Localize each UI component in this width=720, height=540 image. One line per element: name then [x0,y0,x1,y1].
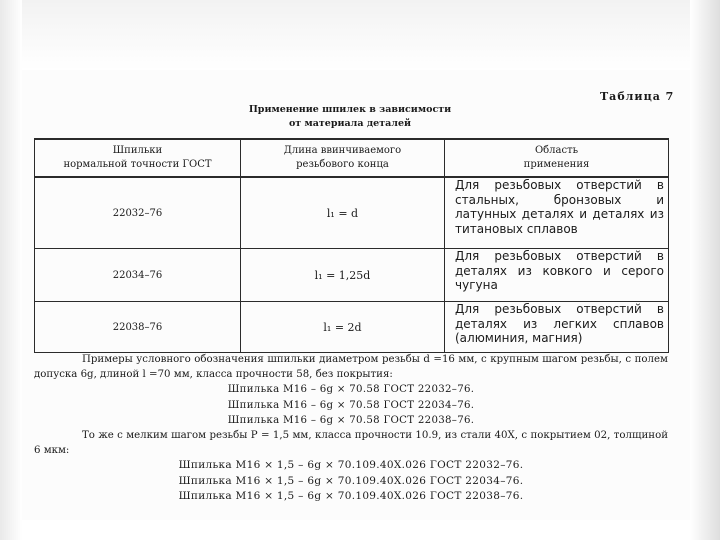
header-line: нормальной точности ГОСТ [63,159,212,170]
example-coarse: Шпилька М16 – 6g × 70.58 ГОСТ 22034–76. [227,399,475,411]
examples-fine-intro: То же с мелким шагом резьбы Р = 1,5 мм, класса прочности 10.9, из стали 40Х, с покрытием 02, толщиной 6 мкм: [34,430,668,457]
caption-line: Применение шпилек в зависимости [248,104,452,115]
header-line: Длина ввинчиваемого [283,145,402,156]
cell-area: Для резьбовых отверстий в стальных, бронзовых и латунных деталях и деталях из титановых сплавов [445,177,669,249]
table-caption [220,103,480,131]
example-fine: Шпилька М16 × 1,5 – 6g × 70.109.40Х.026 ГОСТ 22038–76. [178,489,524,502]
frame-shadow-right [690,0,720,540]
designation-examples [34,352,668,504]
header-length [241,139,445,177]
caption-line: от материала деталей [288,118,412,129]
frame-shadow-top [0,0,720,70]
example-coarse: Шпилька М16 – 6g × 70.58 ГОСТ 22038–76. [227,414,475,426]
studs-table [34,138,669,353]
cell-standard: 22034–76 [35,249,241,302]
cell-area: Для резьбовых отверстий в деталях из легких сплавов (алюминия, магния) [445,302,669,353]
cell-standard: 22032–76 [35,177,241,249]
examples-intro: Примеры условного обозначения шпильки диаметром резьбы d =16 мм, с крупным шагом резьбы, с полем допуска 6g, длиной l =70 мм, класса прочности 58, без покрытия: [34,354,668,381]
frame-shadow-left [0,0,22,540]
table-row [35,249,669,302]
header-standard [35,139,241,177]
table-row [35,177,669,249]
header-line: резьбового конца [296,159,389,170]
example-fine: Шпилька М16 × 1,5 – 6g × 70.109.40Х.026 ГОСТ 22032–76. [178,459,524,472]
example-coarse: Шпилька М16 – 6g × 70.58 ГОСТ 22032–76. [227,384,475,396]
cell-length: l₁ = 2d [241,302,445,353]
header-line: применения [523,159,590,170]
cell-length: l₁ = d [241,177,445,249]
header-area [445,139,669,177]
table-number: Таблица 7 [600,90,675,103]
cell-standard: 22038–76 [35,302,241,353]
header-line: Область [534,145,579,156]
cell-length: l₁ = 1,25d [241,249,445,302]
table-header-row [35,139,669,177]
cell-area: Для резьбовых отверстий в деталях из ковкого и серого чугуна [445,249,669,302]
table-row [35,302,669,353]
header-line: Шпильки [112,145,163,156]
example-fine: Шпилька М16 × 1,5 – 6g × 70.109.40Х.026 ГОСТ 22034–76. [178,474,524,487]
